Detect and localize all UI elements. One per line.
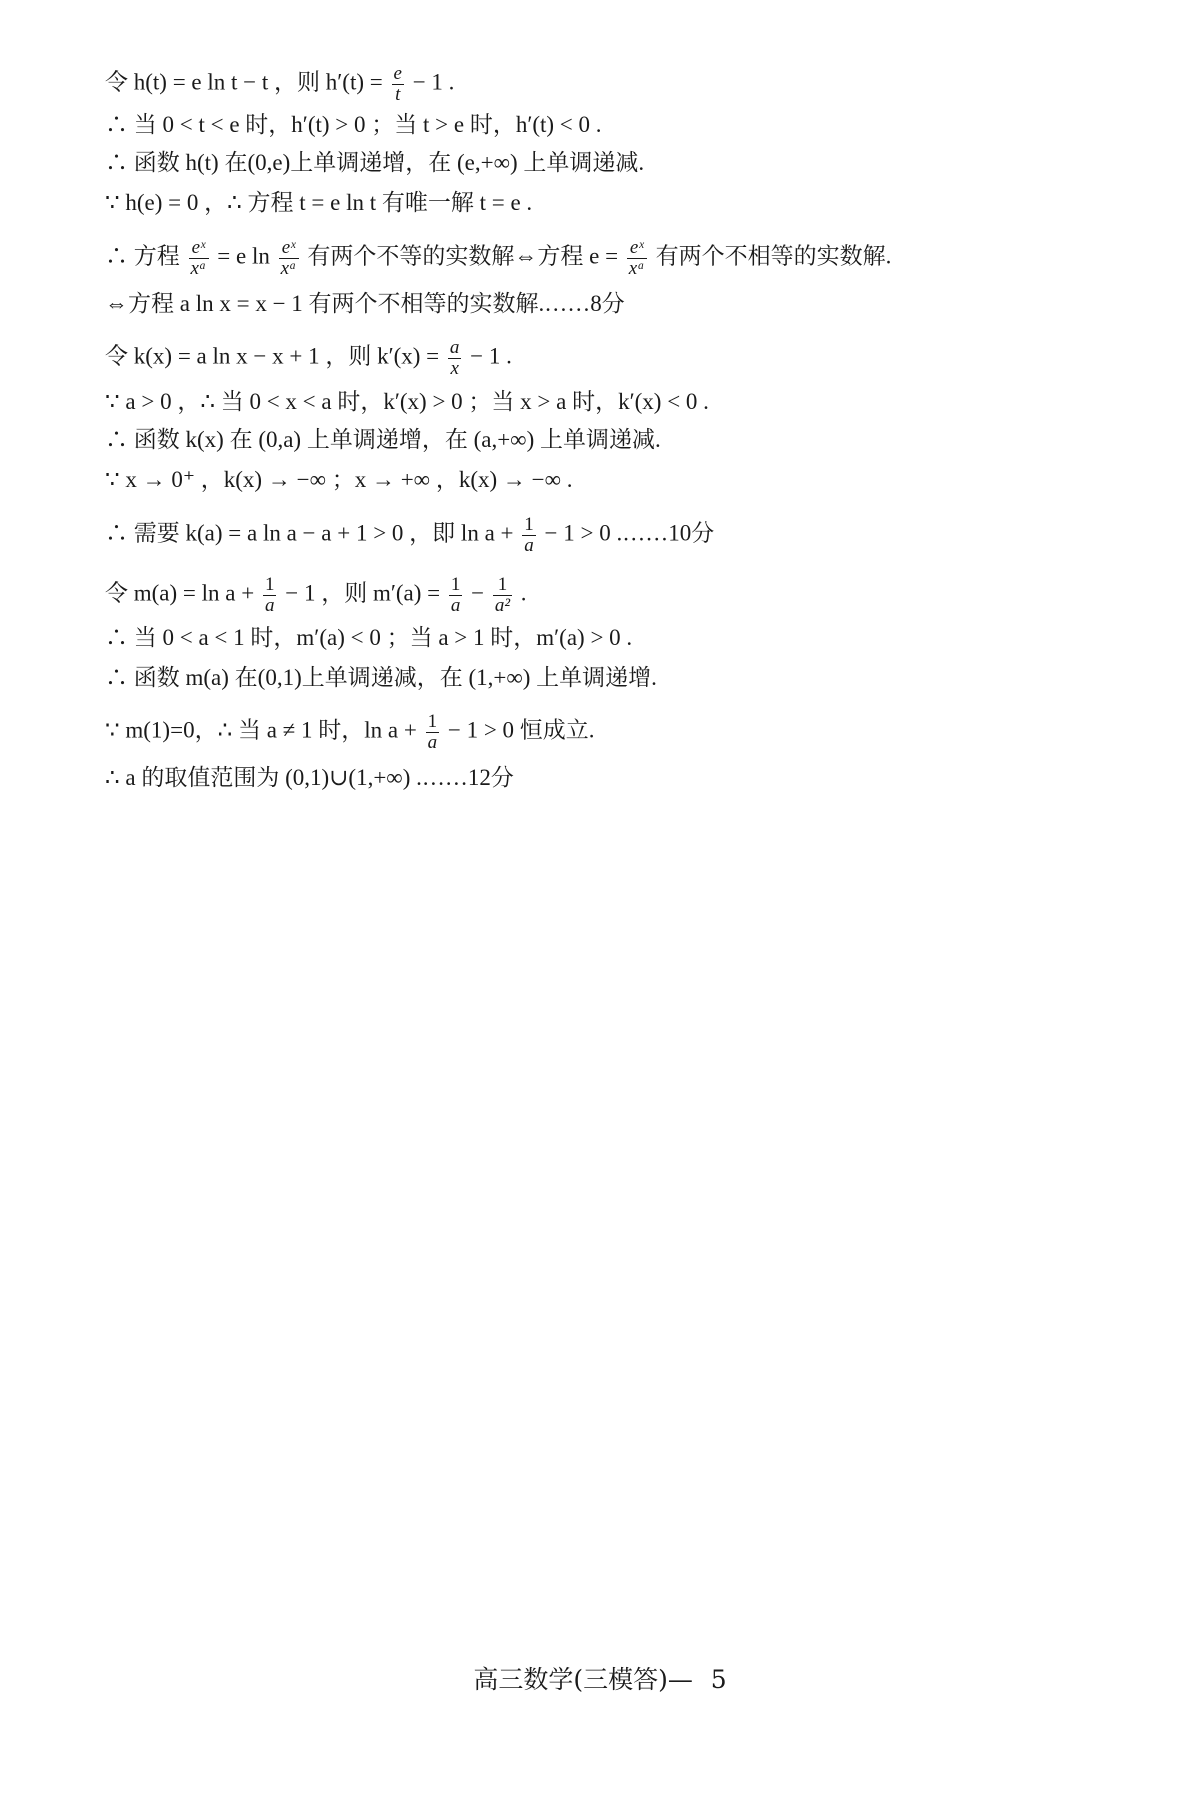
solution-line-2: ∴ 当 0 < t < e 时，h′(t) > 0 ；当 t > e 时，h′(t) < 0 . bbox=[105, 112, 602, 137]
solution-line-15: ∵ m(1)=0，∴ 当 a ≠ 1 时，ln a + $\frac{1}{a}$ − 1 > 0 恒成立. bbox=[105, 711, 595, 753]
fraction-ex-over-xa-2: $\frac{\text{eˣ}}{\text{xᵃ}}$ bbox=[280, 237, 297, 279]
fraction-a-over-x: $\frac{a}{x}$ bbox=[449, 337, 460, 379]
solution-line-12: 令 m(a) = ln a + $\frac{1}{a}$ − 1 ，则 m′(a) = $\frac{1}{a}$ − $\frac{1}{\text{a²}}$ . bbox=[105, 574, 527, 616]
solution-line-16: ∴ a 的取值范围为 (0,1)∪(1,+∞) .……12分 bbox=[105, 765, 514, 790]
page-number: 5 bbox=[710, 1665, 727, 1694]
solution-line-4: ∵ h(e) = 0 ，∴ 方程 t = e ln t 有唯一解 t = e . bbox=[105, 190, 533, 215]
solution-line-3: ∴ 函数 h(t) 在(0,e)上单调递增，在 (e,+∞) 上单调递减. bbox=[105, 150, 645, 175]
solution-line-14: ∴ 函数 m(a) 在(0,1)上单调递减，在 (1,+∞) 上单调递增. bbox=[105, 665, 657, 690]
fraction-1-over-a-squared: $\frac{1}{\text{a²}}$ bbox=[494, 574, 511, 616]
fraction-1-over-a-deriv: $\frac{1}{a}$ bbox=[450, 574, 461, 616]
solution-line-6: ⇔方程 a ln x = x − 1 有两个不相等的实数解.……8分 bbox=[105, 291, 625, 316]
solution-line-11: ∴ 需要 k(a) = a ln a − a + 1 > 0 ，即 ln a + $\frac{1}{a}$ − 1 > 0 .……10分 bbox=[105, 514, 715, 556]
line-1-pre: 令 h(t) = e ln t − t ，则 h′(t) = bbox=[105, 69, 389, 95]
solution-line-8: ∵ a > 0 ，∴ 当 0 < x < a 时，k′(x) > 0 ；当 x > a 时，k′(x) < 0 . bbox=[105, 389, 709, 414]
fraction-ex-over-xa-3: $\frac{\text{eˣ}}{\text{xᵃ}}$ bbox=[628, 237, 645, 279]
fraction-e-over-t: $\frac{e}{t}$ bbox=[393, 63, 402, 105]
footer-label: 高三数学(三模答)— bbox=[473, 1665, 693, 1694]
fraction-1-over-a-final: $\frac{1}{a}$ bbox=[427, 711, 438, 753]
solution-line-5: ∴ 方程 $\frac{\text{eˣ}}{\text{xᵃ}}$ = e ln $\frac{\text{eˣ}}{\text{xᵃ}}$ 有两个不等的实数解⇔方程 e = $\frac{\text{eˣ}}{\text{xᵃ}}$ 有两个不相等的实数解. bbox=[105, 237, 892, 279]
solution-line-7: 令 k(x) = a ln x − x + 1 ，则 k′(x) = $\frac{a}{x}$ − 1 . bbox=[105, 337, 512, 379]
fraction-ex-over-xa: $\frac{\text{eˣ}}{\text{xᵃ}}$ bbox=[190, 237, 207, 279]
solution-line-9: ∴ 函数 k(x) 在 (0,a) 上单调递增，在 (a,+∞) 上单调递减. bbox=[105, 427, 661, 452]
solution-line-10: ∵ x → 0⁺ ，k(x) → −∞ ；x → +∞ ，k(x) → −∞ . bbox=[105, 467, 573, 492]
page-footer bbox=[0, 1660, 1200, 1696]
fraction-1-over-a-m: $\frac{1}{a}$ bbox=[264, 574, 275, 616]
solution-line-1: 令 h(t) = e ln t − t ，则 h′(t) = $\frac{e}{t}$ − 1 . bbox=[105, 63, 455, 105]
solution-line-13: ∴ 当 0 < a < 1 时，m′(a) < 0 ；当 a > 1 时，m′(a) > 0 . bbox=[105, 625, 633, 650]
fraction-1-over-a: $\frac{1}{a}$ bbox=[524, 514, 534, 556]
